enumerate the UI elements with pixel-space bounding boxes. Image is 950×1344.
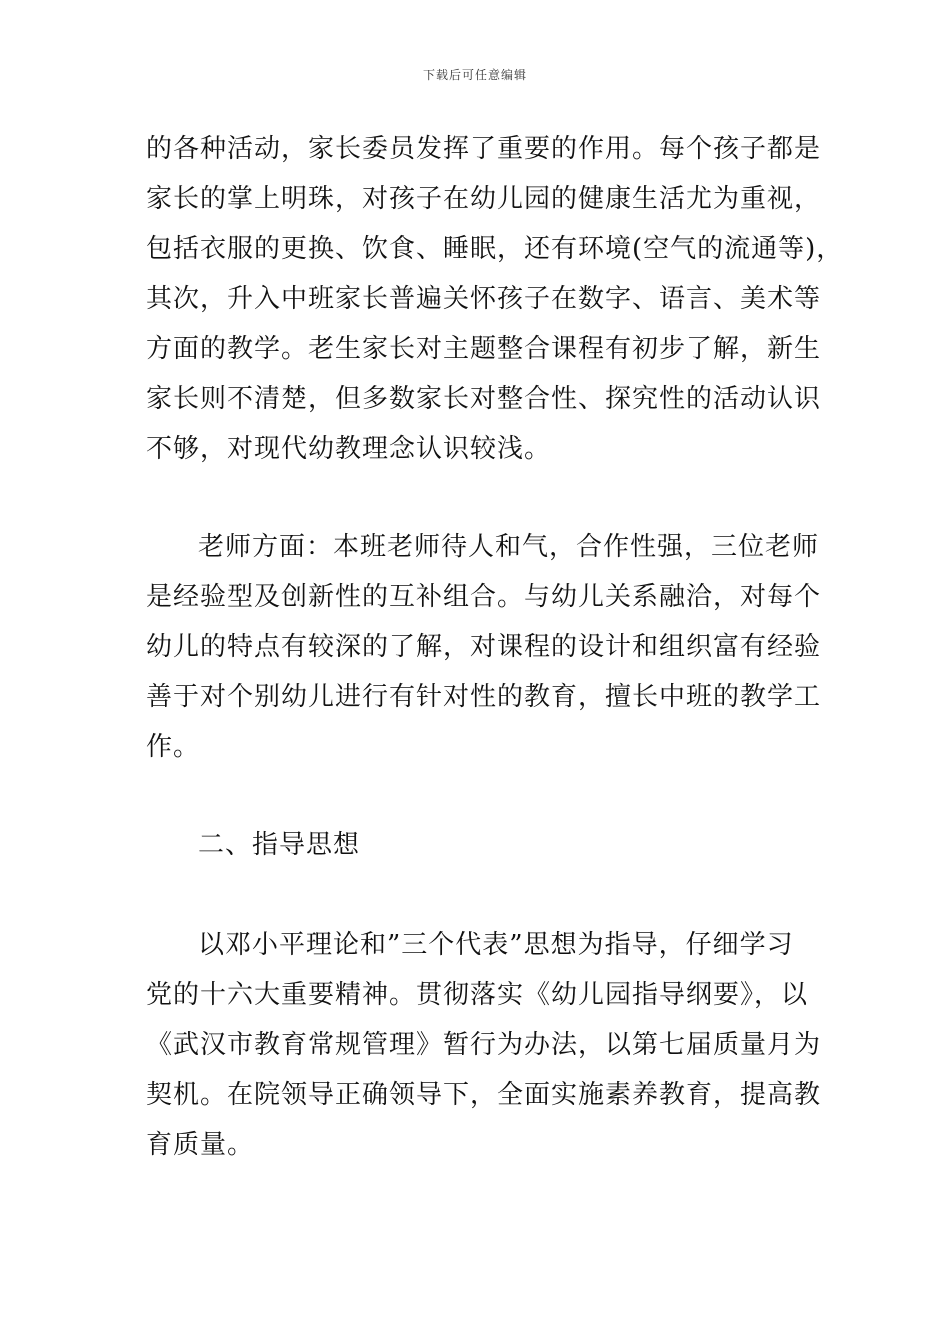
text-line: 方面的教学。老生家长对主题整合课程有初步了解，新生 <box>146 334 822 364</box>
text-line: 不够，对现代幼教理念认识较浅。 <box>146 434 552 464</box>
text-line: 幼儿的特点有较深的了解，对课程的设计和组织富有经验 <box>146 632 822 662</box>
text-line: 善于对个别幼儿进行有针对性的教育，擅长中班的教学工 <box>146 682 822 712</box>
text-line: 老师方面：本班老师待人和气，合作性强，三位老师 <box>198 532 820 562</box>
text-line: 家长则不清楚，但多数家长对整合性、探究性的活动认识 <box>146 384 822 414</box>
text-line: 《武汉市教育常规管理》暂行为办法，以第七届质量月为 <box>146 1030 822 1060</box>
text-line: 育质量。 <box>146 1130 255 1160</box>
text-line: 作。 <box>146 732 201 762</box>
text-line: 党的十六大重要精神。贯彻落实《幼儿园指导纲要》，以 <box>146 980 809 1010</box>
header-note: 下载后可任意编辑 <box>422 68 527 82</box>
text-line: 以邓小平理论和”三个代表”思想为指导，仔细学习 <box>198 930 794 960</box>
text-line: 包括衣服的更换、饮食、睡眠，还有环境(空气的流通等)， <box>146 234 844 264</box>
section-heading: 二、指导思想 <box>198 830 361 860</box>
text-line: 其次，升入中班家长普遍关怀孩子在数字、语言、美术等 <box>146 284 822 314</box>
text-line: 是经验型及创新性的互补组合。与幼儿关系融洽，对每个 <box>146 582 822 612</box>
text-line: 契机。在院领导正确领导下，全面实施素养教育，提高教 <box>146 1080 822 1110</box>
text-line: 的各种活动，家长委员发挥了重要的作用。每个孩子都是 <box>146 134 822 164</box>
text-line: 家长的掌上明珠，对孩子在幼儿园的健康生活尤为重视， <box>146 184 822 214</box>
